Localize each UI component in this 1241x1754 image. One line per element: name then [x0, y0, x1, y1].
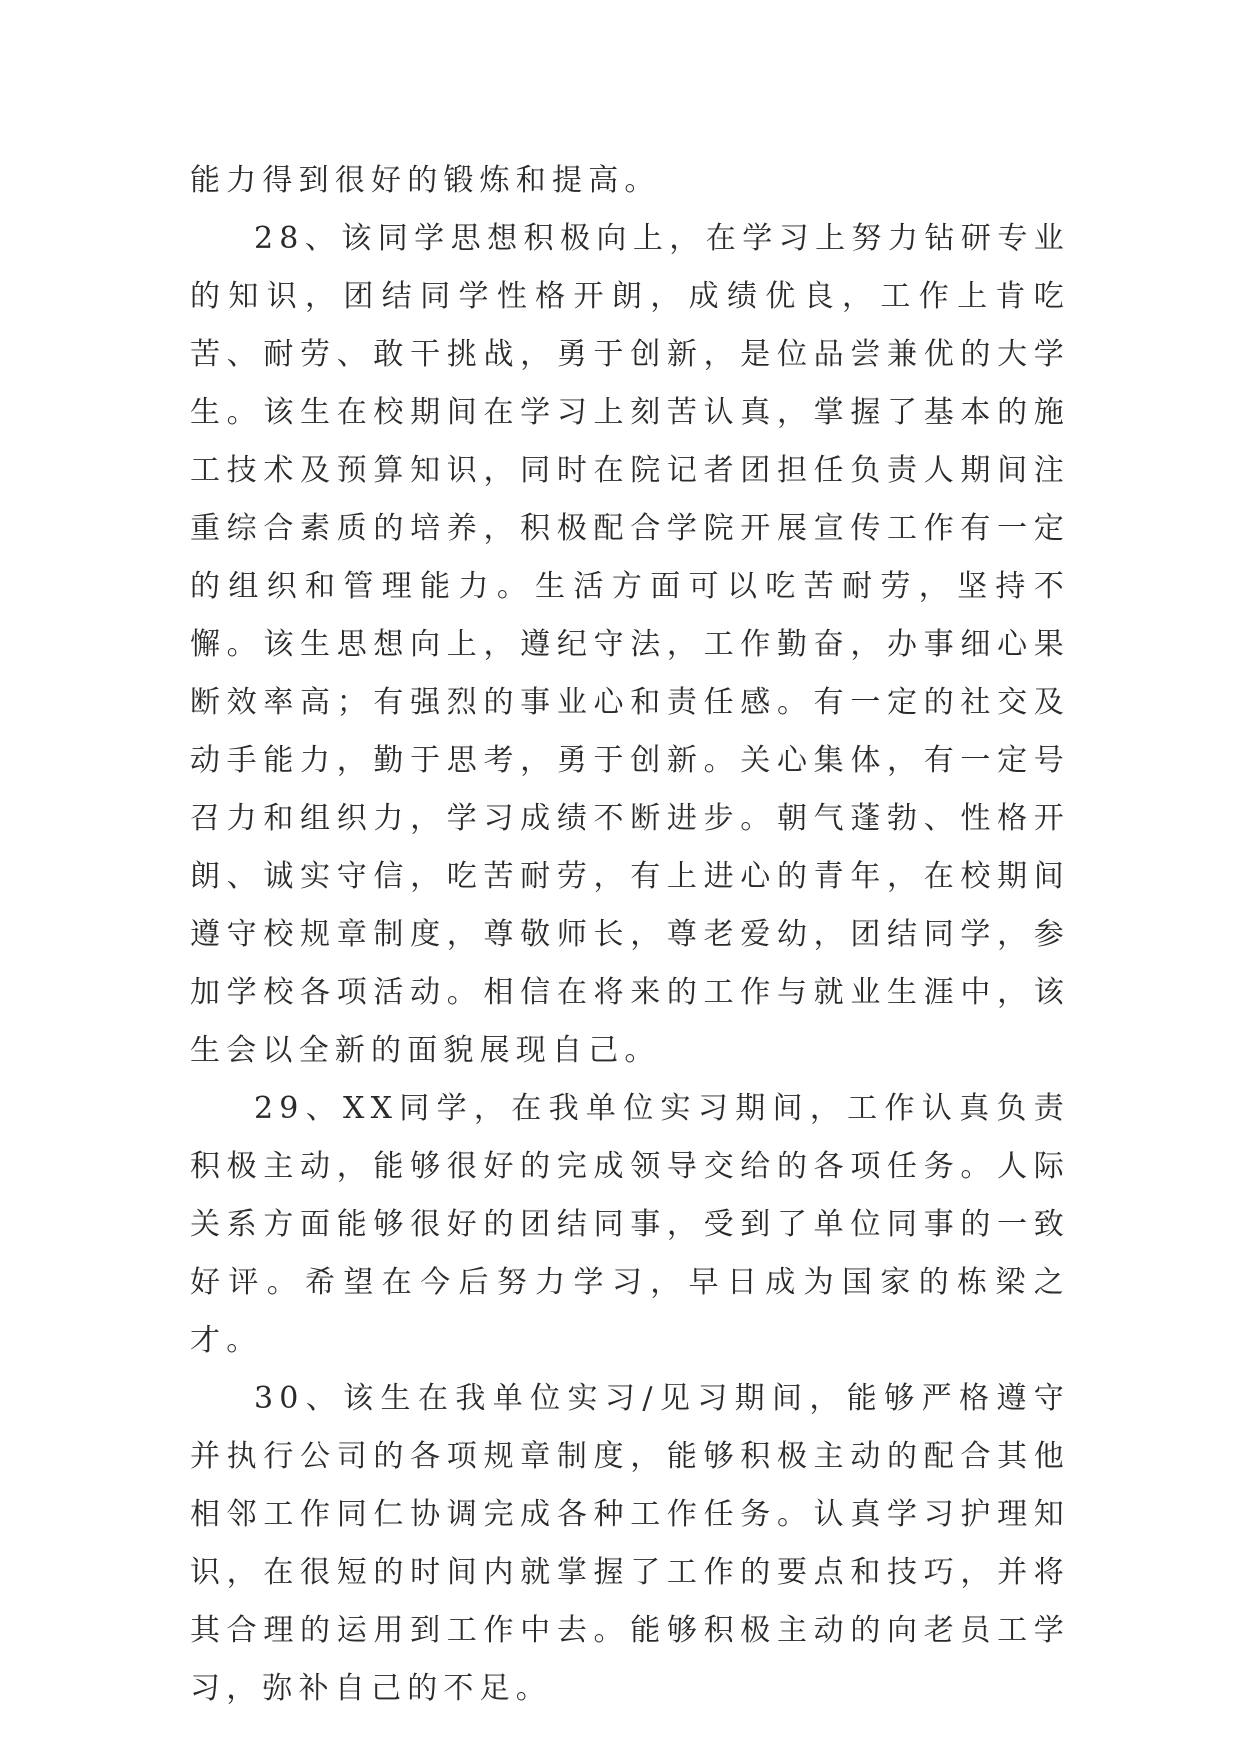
document-body [190, 152, 1070, 1718]
paragraph-28: 28、该同学思想积极向上，在学习上努力钻研专业的知识，团结同学性格开朗，成绩优良，工作上肯吃苦、耐劳、敢干挑战，勇于创新，是位品尝兼优的大学生。该生在校期间在学习上刻苦认真，掌握了基本的施工技术及预算知识，同时在院记者团担任负责人期间注重综合素质的培养，积极配合学院开展宣传工作有一定的组织和管理能力。生活方面可以吃苦耐劳，坚持不懈。该生思想向上，遵纪守法，工作勤奋，办事细心果断效率高；有强烈的事业心和责任感。有一定的社交及动手能力，勤于思考，勇于创新。关心集体，有一定号召力和组织力，学习成绩不断进步。朝气蓬勃、性格开朗、诚实守信，吃苦耐劳，有上进心的青年，在校期间遵守校规章制度，尊敬师长，尊老爱幼，团结同学，参加学校各项活动。相信在将来的工作与就业生涯中，该生会以全新的面貌展现自己。 [190, 221, 1070, 1068]
paragraph-29: 29、XX同学，在我单位实习期间，工作认真负责积极主动，能够很好的完成领导交给的各项任务。人际关系方面能够很好的团结同事，受到了单位同事的一致好评。希望在今后努力学习，早日成为国家的栋梁之才。 [190, 1091, 1070, 1358]
paragraph-continuation: 能力得到很好的锻炼和提高。 [190, 163, 661, 198]
paragraph-30: 30、该生在我单位实习/见习期间，能够严格遵守并执行公司的各项规章制度，能够积极主动的配合其他相邻工作同仁协调完成各种工作任务。认真学习护理知识，在很短的时间内就掌握了工作的要点和技巧，并将其合理的运用到工作中去。能够积极主动的向老员工学习，弥补自己的不足。 [190, 1381, 1070, 1706]
